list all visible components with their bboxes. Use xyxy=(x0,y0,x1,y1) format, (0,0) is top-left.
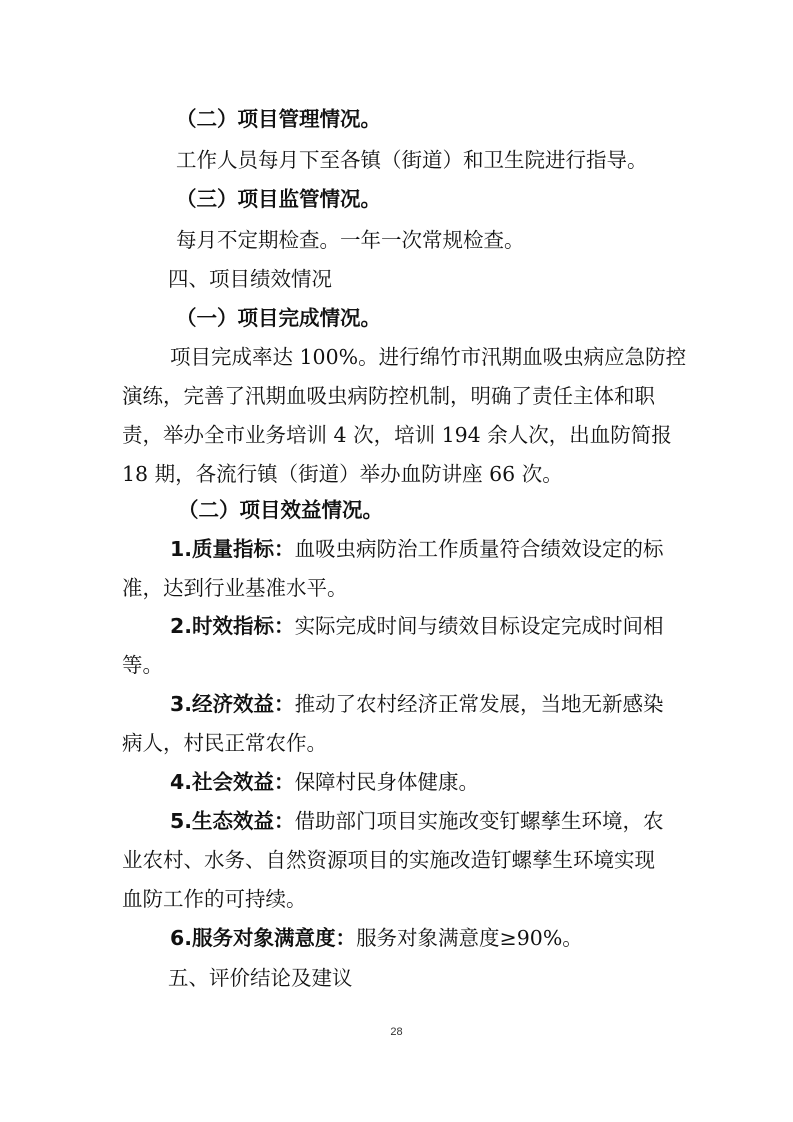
heading-project-supervision: （三）项目监管情况。 xyxy=(176,187,381,211)
indicator-label: 1.质量指标： xyxy=(170,537,295,561)
paragraph-line: 项目完成率达 100%。进行绵竹市汛期血吸虫病应急防控 xyxy=(170,345,687,369)
indicator-label: 4.社会效益： xyxy=(170,770,295,794)
paragraph-line: 血防工作的可持续。 xyxy=(122,887,307,911)
indicator-ecological xyxy=(170,808,664,834)
indicator-label: 2.时效指标： xyxy=(170,614,295,638)
paragraph-line: 责，举办全市业务培训 4 次，培训 194 余人次，出血防简报 xyxy=(122,423,672,447)
paragraph-line: 演练，完善了汛期血吸虫病防控机制，明确了责任主体和职 xyxy=(122,384,655,408)
paragraph-line: 病人，村民正常农作。 xyxy=(122,731,327,755)
indicator-satisfaction xyxy=(170,925,583,951)
indicator-text: 借助部门项目实施改变钉螺孳生环境，农 xyxy=(294,809,664,833)
indicator-economic xyxy=(170,691,664,717)
indicator-text: 实际完成时间与绩效目标设定完成时间相 xyxy=(294,614,664,638)
indicator-quality xyxy=(170,536,664,562)
indicator-social xyxy=(170,769,479,795)
section-heading-conclusion: 五、评价结论及建议 xyxy=(168,966,353,990)
indicator-label: 3.经济效益： xyxy=(170,692,295,716)
indicator-text: 服务对象满意度≥90%。 xyxy=(356,926,583,950)
heading-project-management: （二）项目管理情况。 xyxy=(176,107,381,131)
indicator-text: 保障村民身体健康。 xyxy=(294,770,480,794)
indicator-text: 推动了农村经济正常发展，当地无新感染 xyxy=(294,692,664,716)
heading-project-benefits: （二）项目效益情况。 xyxy=(178,498,383,522)
paragraph-line: 18 期，各流行镇（街道）举办血防讲座 66 次。 xyxy=(122,462,563,486)
paragraph-line: 每月不定期检查。一年一次常规检查。 xyxy=(176,228,525,252)
heading-project-completion: （一）项目完成情况。 xyxy=(176,306,381,330)
paragraph-line: 准，达到行业基准水平。 xyxy=(122,576,348,600)
indicator-timeliness xyxy=(170,613,664,639)
indicator-text: 血吸虫病防治工作质量符合绩效设定的标 xyxy=(294,537,664,561)
indicator-label: 6.服务对象满意度： xyxy=(170,926,357,950)
paragraph-line: 业农村、水务、自然资源项目的实施改造钉螺孳生环境实现 xyxy=(122,848,655,872)
paragraph-line: 工作人员每月下至各镇（街道）和卫生院进行指导。 xyxy=(176,148,648,172)
section-heading-performance: 四、项目绩效情况 xyxy=(168,267,332,291)
page-number: 28 xyxy=(390,1026,403,1038)
indicator-label: 5.生态效益： xyxy=(170,809,295,833)
paragraph-line: 等。 xyxy=(122,653,163,677)
